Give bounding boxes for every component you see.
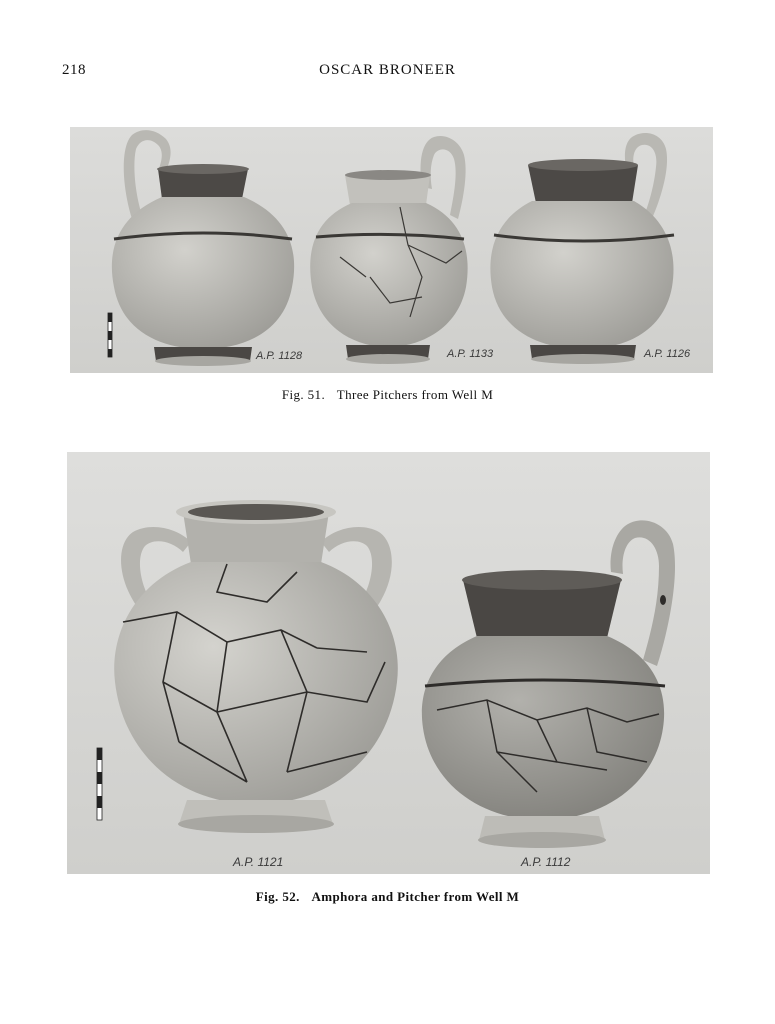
page-number: 218 [62,62,86,78]
scale-bar [108,313,112,357]
label-ap-1128: A.P. 1128 [256,350,303,362]
figure-52-photo [67,452,710,874]
figure-51-caption [0,387,775,403]
running-head: OSCAR BRONEER [319,62,456,78]
figure-51-title: Three Pitchers from Well M [336,387,494,402]
scale-bar [97,748,102,820]
figure-52-caption [0,889,775,905]
figure-51-photo [70,127,713,373]
figure-52-number: Fig. 52. [255,889,300,904]
figure-51-number: Fig. 51. [281,387,326,402]
label-ap-1121: A.P. 1121 [233,855,284,869]
label-ap-1126: A.P. 1126 [644,348,691,360]
label-ap-1112: A.P. 1112 [521,855,571,869]
label-ap-1133: A.P. 1133 [447,348,494,360]
figure-52-title: Amphora and Pitcher from Well M [311,889,520,904]
